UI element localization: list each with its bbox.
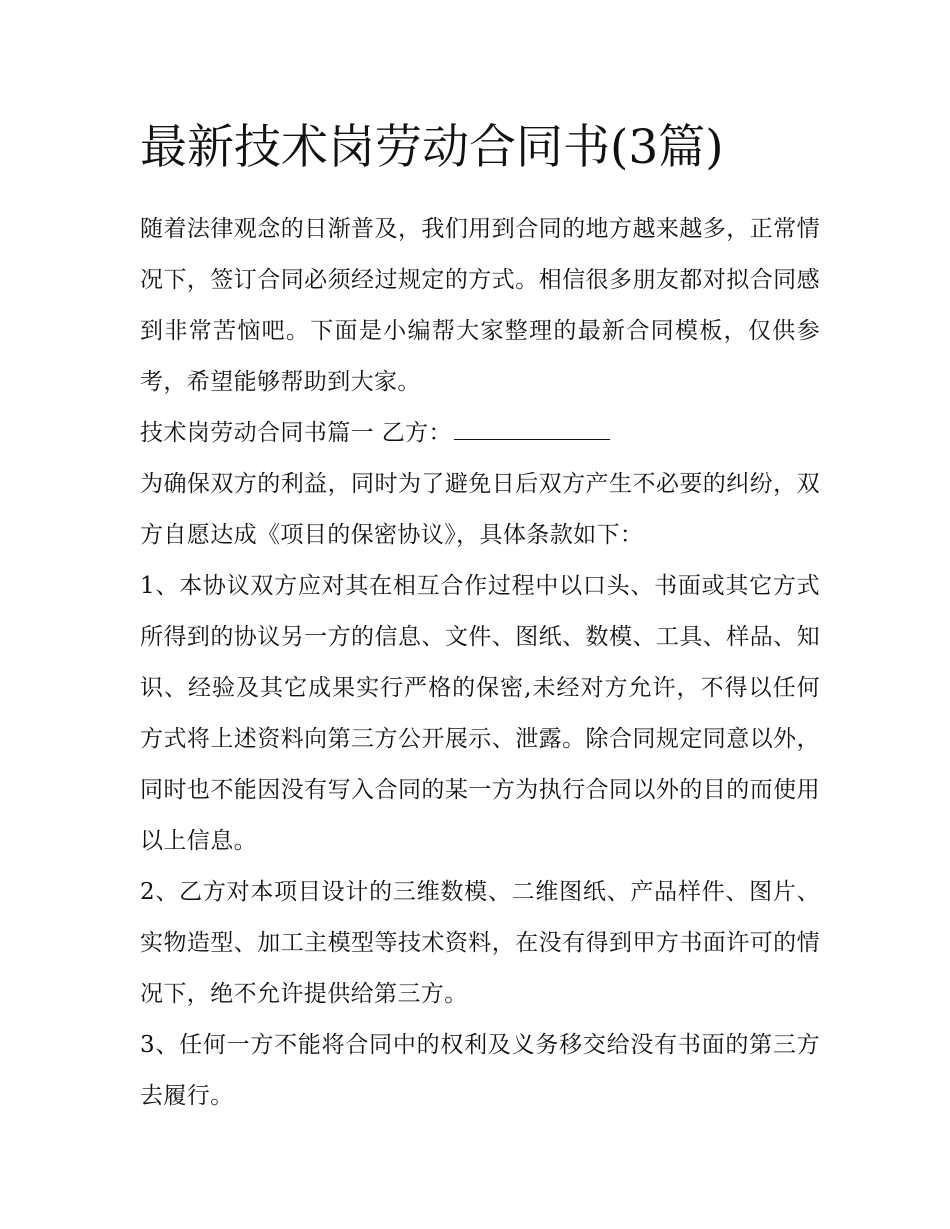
clause-3-paragraph: 3、任何一方不能将合同中的权利及义务移交给没有书面的第三方去履行。 xyxy=(140,1032,820,1109)
document-title: 最新技术岗劳动合同书(3篇) xyxy=(140,120,724,175)
purpose-paragraph: 为确保双方的利益，同时为了避免日后双方产生不必要的纠纷，双方自愿达成《项目的保密协议》，具体条款如下： xyxy=(140,471,820,548)
intro-paragraph: 随着法律观念的日渐普及，我们用到合同的地方越来越多，正常情况下，签订合同必须经过规定的方式。相信很多朋友都对拟合同感到非常苦恼吧。下面是小编帮大家整理的最新合同模板，仅供参考，希望能够帮助到大家。 xyxy=(140,216,820,395)
clause-1-paragraph: 1、本协议双方应对其在相互合作过程中以口头、书面或其它方式所得到的协议另一方的信息、文件、图纸、数模、工具、样品、知识、经验及其它成果实行严格的保密,未经对方允许，不得以任何方式将上述资料向第三方公开展示、泄露。除合同规定同意以外，同时也不能因没有写入合同的某一方为执行合同以外的目的而使用以上信息。 xyxy=(140,573,820,854)
document-body xyxy=(140,112,820,1122)
clause-2-paragraph: 2、乙方对本项目设计的三维数模、二维图纸、产品样件、图片、实物造型、加工主模型等技术资料，在没有得到甲方书面许可的情况下，绝不允许提供给第三方。 xyxy=(140,879,820,1007)
section-heading: 技术岗劳动合同书篇一 乙方： xyxy=(140,420,452,446)
section-heading-line xyxy=(140,408,820,459)
party-b-blank-field xyxy=(454,417,610,440)
